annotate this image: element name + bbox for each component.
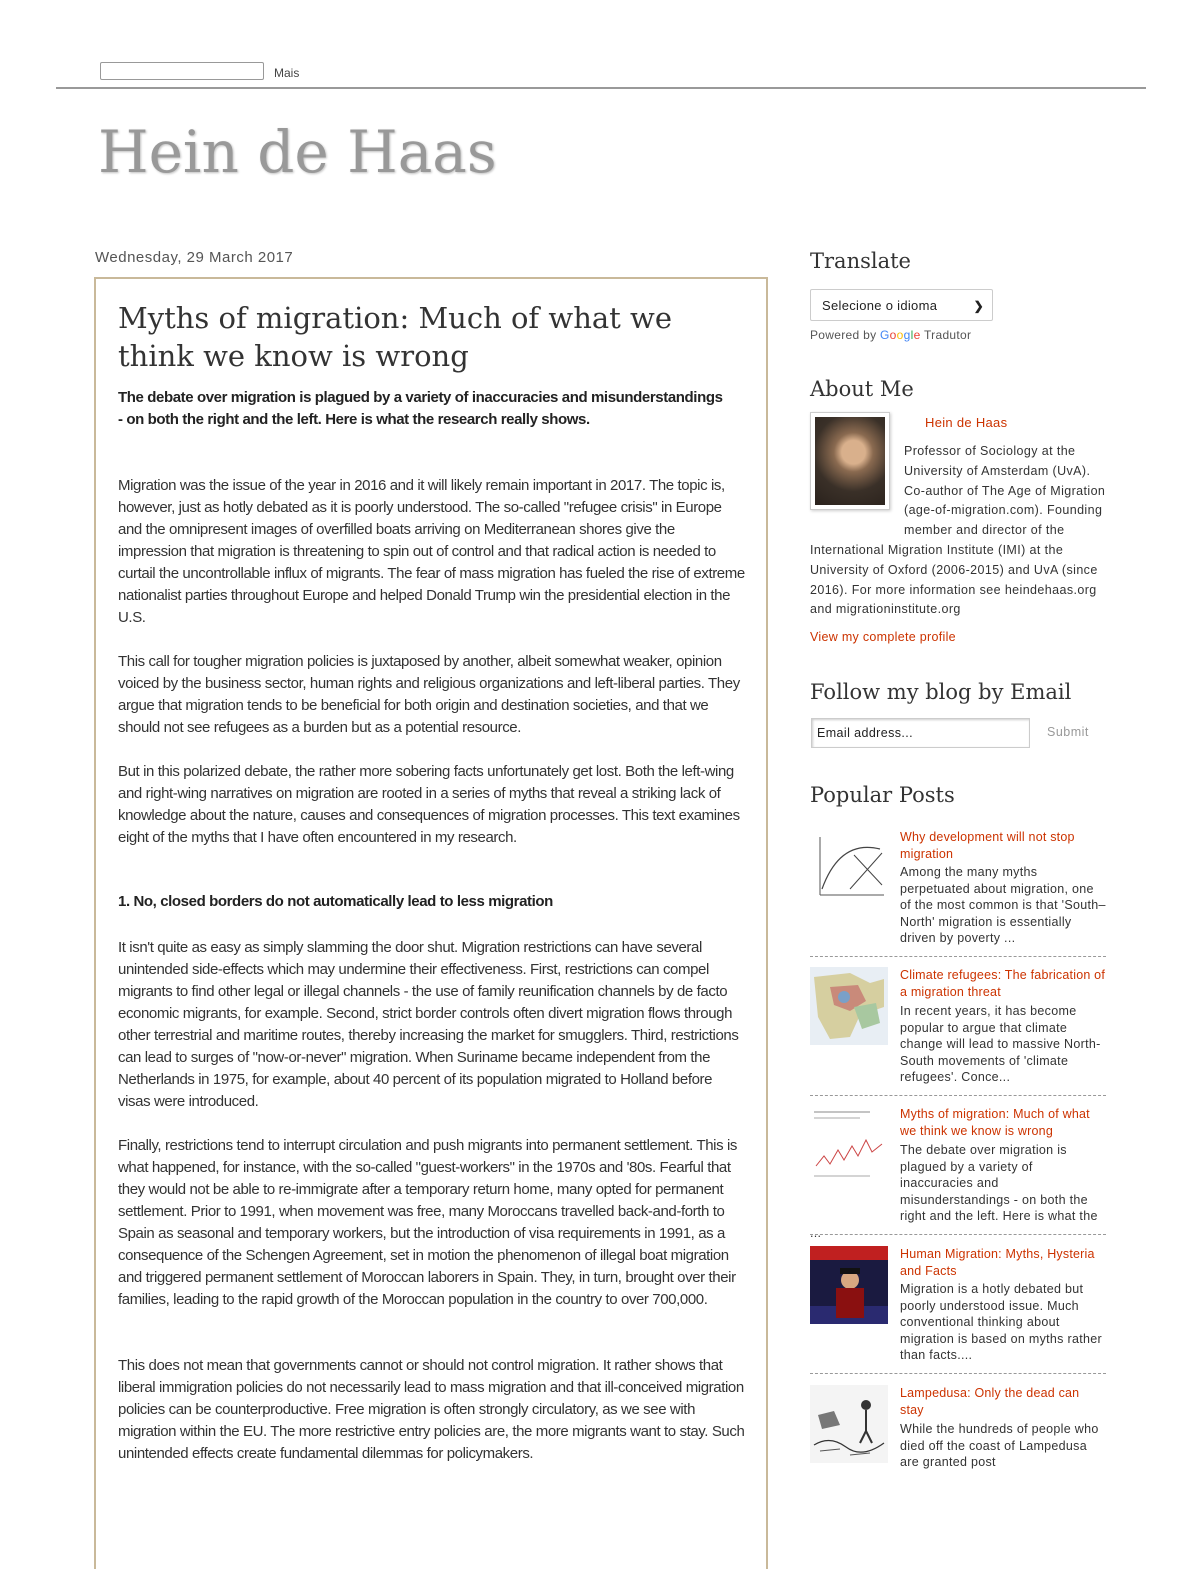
powered-by-label: Powered by <box>810 328 877 342</box>
more-link[interactable]: Mais <box>274 66 300 80</box>
post-paragraph: It isn't quite as easy as simply slamming the door shut. Migration restrictions can have several unintended side-effects which may undermine their effectiveness. First, restrictions can compel migrants to find other legal or illegal channels - the use of family reunification channels by de facto economic migrants, for example. Second, strict border controls often divert migration flows through other terrestrial and maritime routes, thereby increasing the market for smugglers. Third, restrictions can lead to surges of "now-or-never" migration. When Suriname became independent from the Netherlands in 1975, for example, about 40 percent of its population migrated to Holland before visas were introduced. <box>118 939 739 1110</box>
follow-heading: Follow my blog by Email <box>810 680 1072 704</box>
post-paragraph: Finally, restrictions tend to interrupt circulation and push migrants into permanent settlement. This is what happened, for instance, with the so-called "guest-workers" in the 1970s and '80s. Fearful that they would not be able to re-immigrate after a temporary return home, many opted for permanent settlement. Prior to 1991, when movement was free, many Moroccans travelled back-and-forth to Spain as seasonal and temporary workers, but the introduction of visa requirements in 1991, as a consequence of the Schengen Agreement, set in motion the phenomenon of illegal boat migration and triggered permanent settlement of Moroccan laborers in Spain. They, in turn, brought over their families, leading to the rapid growth of the Moroccan population in the country to over 700,000. <box>118 1137 737 1308</box>
email-field[interactable]: Email address... <box>811 718 1030 748</box>
divider <box>810 1095 1106 1096</box>
divider <box>810 1234 1106 1235</box>
header-divider <box>56 87 1146 89</box>
post-body <box>94 277 768 1569</box>
popular-post-snippet: Migration is a hotly debated but poorly understood issue. Much conventional thinking about migration is based on myths rather than facts.... <box>900 1282 1102 1363</box>
divider <box>810 1373 1106 1374</box>
language-select[interactable] <box>810 289 993 321</box>
google-logo[interactable]: Google <box>880 328 921 342</box>
popular-posts-heading: Popular Posts <box>810 783 955 807</box>
post-paragraph: This call for tougher migration policies is juxtaposed by another, albeit somewhat weaker, opinion voiced by the business sector, human rights and religious organizations and left-liberal parties. They argue that migration tends to be beneficial for both origin and destination societies, and that we should not see refugees as a burden but as a potential resource. <box>118 653 740 736</box>
popular-post-snippet: While the hundreds of people who died off the coast of Lampedusa are granted post <box>900 1422 1099 1470</box>
profile-name-link[interactable]: Hein de Haas <box>925 415 1008 430</box>
submit-button[interactable]: Submit <box>1047 725 1089 739</box>
translate-heading: Translate <box>810 249 911 273</box>
view-profile-link[interactable]: View my complete profile <box>810 630 956 644</box>
popular-post-link[interactable]: Climate refugees: The fabrication of a migration threat <box>900 968 1105 999</box>
post-title: Myths of migration: Much of what we think we know is wrong <box>118 301 673 373</box>
popular-post-snippet: The debate over migration is plagued by a variety of inaccuracies and misunderstandings - on both the right and the left. Here is what the ... <box>810 1143 1098 1240</box>
popular-post-link[interactable]: Lampedusa: Only the dead can stay <box>900 1386 1080 1417</box>
post-paragraph: This does not mean that governments cannot or should not control migration. It rather shows that liberal immigration policies do not necessarily lead to mass migration and that ill-conceived migration policies can be counterproductive. Free migration is often strongly circulatory, as we see with migration within the EU. The more restrictive entry policies are, the more migrants want to stay. Such unintended effects create fundamental dilemmas for policymakers. <box>118 1357 745 1462</box>
post-paragraph: Migration was the issue of the year in 2016 and it will likely remain important in 2017. The topic is, however, just as hotly debated as it is poorly understood. The so-called "refugee crisis" in Europe and the omnipresent images of overfilled boats arriving on Mediterranean shores give the impression that migration is threatening to spin out of control and that radical action is needed to curtail the uncontrollable influx of migrants. The fear of mass migration has fueled the rise of extreme nationalist parties throughout Europe and helped Donald Trump win the presidential election in the U.S. <box>118 477 745 626</box>
powered-by <box>810 328 971 342</box>
navbar-search <box>100 62 264 80</box>
popular-post-snippet: In recent years, it has become popular to argue that climate change will lead to massive North-South movements of 'climate refugees'. Conce... <box>900 1004 1101 1085</box>
post-date: Wednesday, 29 March 2017 <box>95 249 294 266</box>
section-heading: 1. No, closed borders do not automatically lead to less migration <box>118 893 553 910</box>
popular-post-link[interactable]: Why development will not stop migration <box>900 830 1075 861</box>
post-paragraph: But in this polarized debate, the rather more sobering facts unfortunately get lost. Both the left-wing and right-wing narratives on migration are rooted in a series of myths that reveal a striking lack of knowledge about the nature, causes and consequences of migration processes. This text examines eight of the myths that I have often encountered in my research. <box>118 763 740 846</box>
about-heading: About Me <box>810 377 914 401</box>
popular-post-link[interactable]: Myths of migration: Much of what we think we know is wrong <box>900 1107 1090 1138</box>
popular-post-link[interactable]: Human Migration: Myths, Hysteria and Facts <box>900 1247 1095 1278</box>
tradutor-link[interactable]: Tradutor <box>923 328 972 342</box>
about-bio: Professor of Sociology at the University of Amsterdam (UvA). Co-author of The Age of Migration (age-of-migration.com). Founding member and director of the International Migration Institute (IMI) at the University of Oxford (2006-2015) and UvA (since 2016). For more information see heindehaas.org and migrationinstitute.org <box>810 444 1106 617</box>
blog-title[interactable]: Hein de Haas <box>98 118 497 186</box>
navbar-search-input[interactable] <box>100 62 264 80</box>
chevron-down-icon: ❯ <box>973 299 984 313</box>
popular-post-snippet: Among the many myths perpetuated about migration, one of the most common is that 'South–North' migration is essentially driven by poverty ... <box>900 865 1106 946</box>
language-select-value: Selecione o idioma <box>822 298 938 313</box>
post-lede: The debate over migration is plagued by a variety of inaccuracies and misunderstandings - on both the right and the left. Here is what the research really shows. <box>118 389 723 428</box>
divider <box>810 956 1106 957</box>
